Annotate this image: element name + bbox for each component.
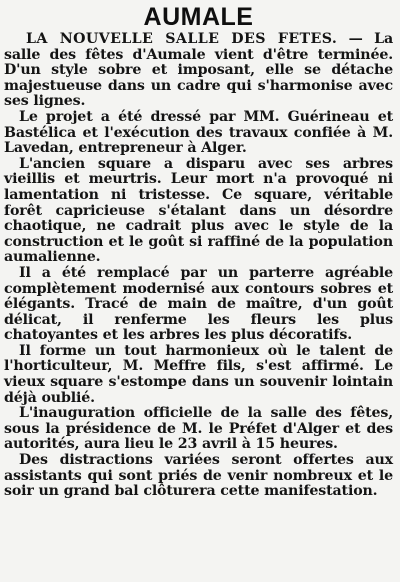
- paragraph-old-square: L'ancien square a disparu avec ses arbres vieillis et meurtris. Leur mort n'a provoqué ni lamentation ni tristesse. Ce square, véritable forêt capricieuse s'étalant dans un désordre chaotique, ne cadrait plus avec le style de la construction et le goût si raffiné de la population aumalienne.: [4, 155, 393, 266]
- paragraph-new-garden: Il a été remplacé par un parterre agréable complètement modernisé aux contours sobres et élégants. Tracé de main de maître, d'un goût délicat, il renferme les fleurs les plus chatoyantes et les arbres les plus décoratifs.: [4, 264, 393, 344]
- paragraph-festivities: Des distractions variées seront offertes aux assistants qui sont priés de venir nombreux et le soir un grand bal clôturera cette manifestation.: [4, 452, 393, 500]
- paragraph-inauguration: L'inauguration officielle de la salle des fêtes, sous la présidence de M. le Préfet d'Alger et des autorités, aura lieu le 23 avril à 15 heures.: [4, 405, 393, 453]
- paragraph-horticulturist: Il forme un tout harmonieux où le talent de l'horticulteur, M. Meffre fils, s'est affirmé. Le vieux square s'estompe dans un souvenir lointain déjà oublié.: [4, 342, 393, 406]
- article-headline: AUMALE: [143, 3, 254, 31]
- paragraph-project: Le projet a été dressé par MM. Guérineau et Bastélica et l'exécution des travaux confiée à M. Lavedan, entrepreneur à Alger.: [4, 108, 393, 157]
- article-subhead: LA NOUVELLE SALLE DES FETES.: [26, 31, 338, 47]
- lead-text: — La salle des fêtes d'Aumale vient d'être terminée. D'un style sobre et imposant, elle se détache majestueuse dans un cadre qui s'harmonise avec ses lignes.: [4, 31, 393, 110]
- lead-paragraph: [4, 32, 393, 110]
- article-body: [4, 32, 393, 500]
